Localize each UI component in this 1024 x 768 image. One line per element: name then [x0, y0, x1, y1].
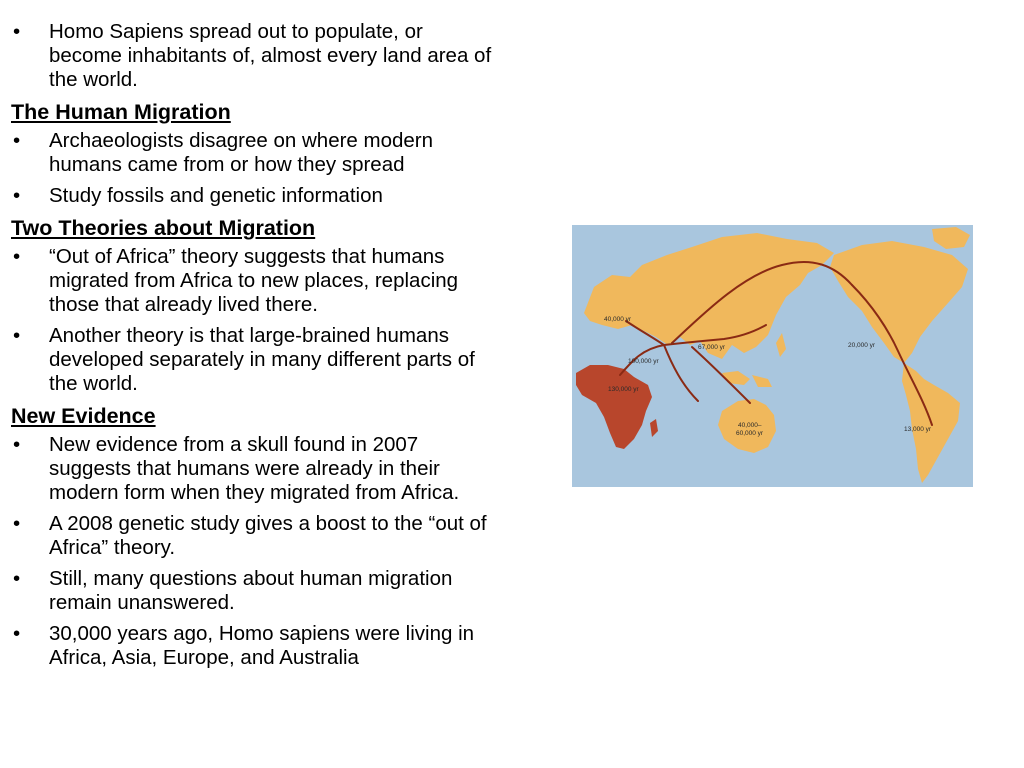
bullet-dot: •	[13, 129, 21, 152]
bullet-dot: •	[13, 324, 21, 347]
bullet-text: New evidence from a skull found in 2007 suggests that humans were already in their modern form when they migrated from Africa.	[49, 433, 460, 504]
bullet-dot: •	[13, 622, 21, 645]
label-australia-line1: 40,000–	[738, 422, 762, 429]
heading-two-theories: Two Theories about Migration	[11, 216, 316, 240]
label-south-america: 13,000 yr	[904, 426, 932, 433]
label-pacific: 20,000 yr	[848, 342, 876, 349]
bullet-dot: •	[13, 433, 21, 456]
bullet-text: Homo Sapiens spread out to populate, or become inhabitants of, almost every land area of the world.	[49, 20, 492, 91]
label-europe: 40,000 yr	[604, 316, 632, 323]
bullet-item	[11, 433, 496, 505]
label-australia-line2: 60,000 yr	[736, 430, 764, 437]
bullet-item	[11, 129, 496, 177]
heading-new-evidence: New Evidence	[11, 404, 156, 428]
label-asia: 67,000 yr	[698, 344, 726, 351]
migration-map	[572, 225, 973, 487]
bullet-item	[11, 567, 496, 615]
bullet-text: “Out of Africa” theory suggests that humans migrated from Africa to new places, replacing those that already lived there.	[49, 245, 459, 316]
bullet-dot: •	[13, 245, 21, 268]
bullet-dot: •	[13, 567, 21, 590]
slide-text	[11, 20, 496, 677]
bullet-text: Archaeologists disagree on where modern humans came from or how they spread	[49, 129, 434, 176]
bullet-item	[11, 622, 496, 670]
bullet-item	[11, 184, 496, 208]
bullet-item	[11, 324, 496, 396]
bullet-dot: •	[13, 20, 21, 43]
heading-human-migration: The Human Migration	[11, 100, 231, 124]
bullet-intro	[11, 20, 496, 92]
bullet-dot: •	[13, 512, 21, 535]
bullet-text: Study fossils and genetic information	[49, 184, 383, 207]
migration-map-svg	[572, 225, 973, 487]
bullet-text: Another theory is that large-brained humans developed separately in many different parts of the world.	[49, 324, 475, 395]
bullet-item	[11, 245, 496, 317]
bullet-text: Still, many questions about human migration remain unanswered.	[49, 567, 453, 614]
bullet-item	[11, 512, 496, 560]
label-africa: 130,000 yr	[608, 386, 639, 393]
bullet-text: 30,000 years ago, Homo sapiens were living in Africa, Asia, Europe, and Australia	[49, 622, 475, 669]
bullet-dot: •	[13, 184, 21, 207]
label-middle-east: 100,000 yr	[628, 358, 659, 365]
bullet-text: A 2008 genetic study gives a boost to the “out of Africa” theory.	[49, 512, 487, 559]
